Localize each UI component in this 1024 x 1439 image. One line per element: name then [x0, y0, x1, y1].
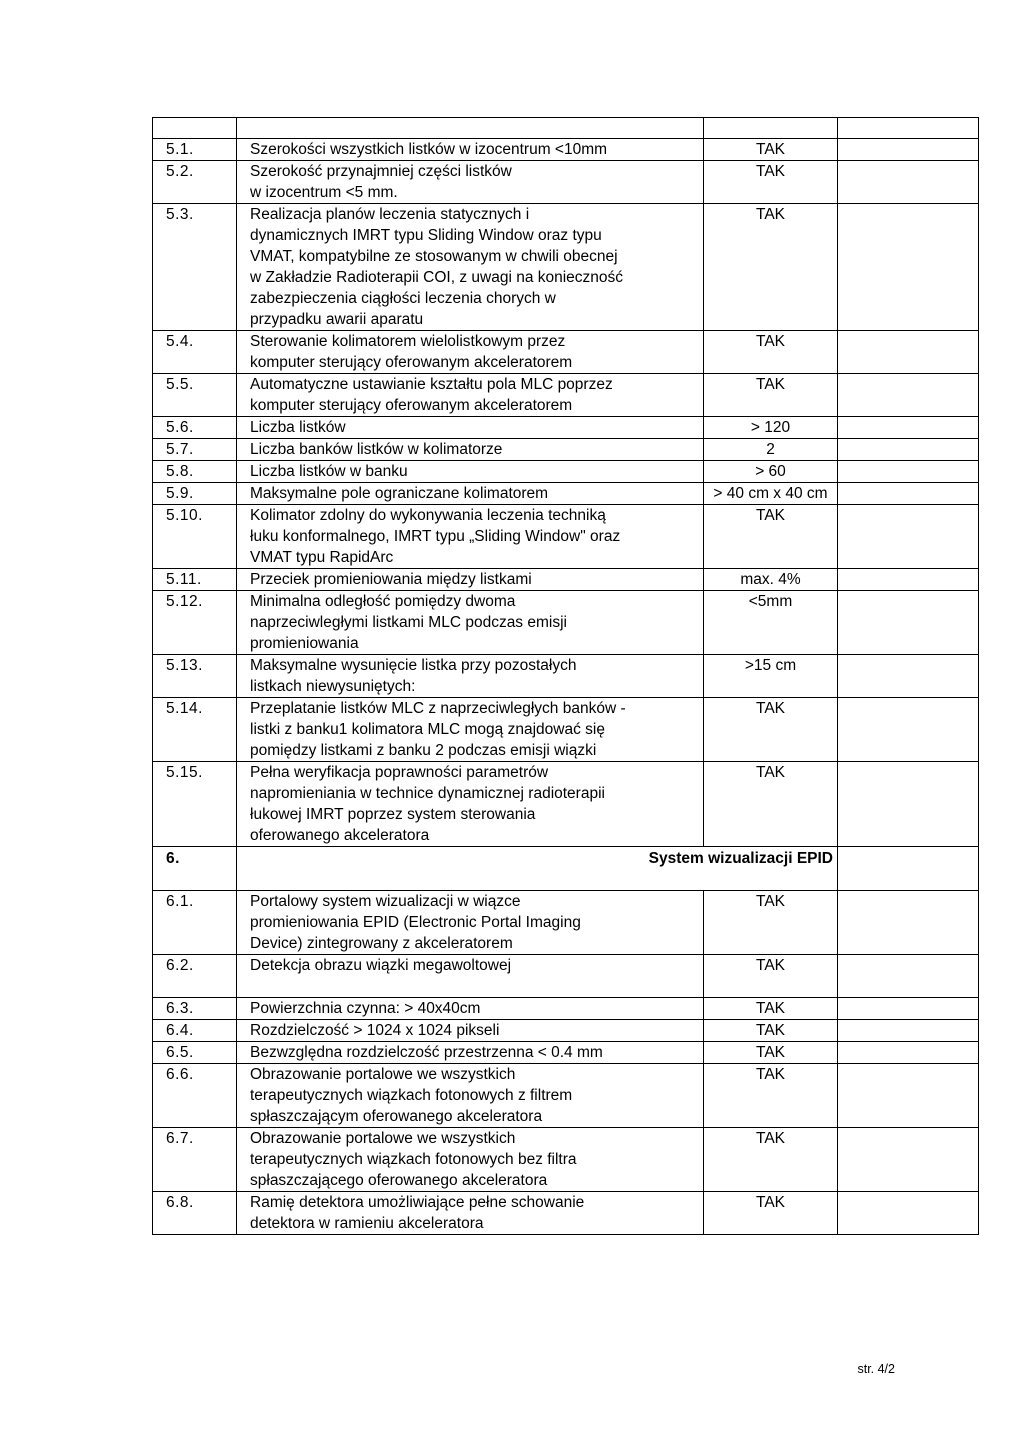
table-row [153, 1064, 979, 1128]
offer-cell [838, 1020, 979, 1042]
row-number: 5.3. [153, 204, 237, 331]
description-line: przypadku awarii aparatu [250, 311, 424, 328]
row-description [237, 569, 704, 591]
row-number: 6.5. [153, 1042, 237, 1064]
row-description [237, 1020, 704, 1042]
table-row [153, 1192, 979, 1235]
offer-cell [838, 417, 979, 439]
description-line: Liczba listków [250, 419, 346, 436]
table-row [153, 1042, 979, 1064]
offer-cell [838, 483, 979, 505]
row-value: 2 [704, 439, 838, 461]
offer-cell [838, 1192, 979, 1235]
offer-cell [838, 998, 979, 1020]
offer-cell [838, 1064, 979, 1128]
description-line: w Zakładzie Radioterapii COI, z uwagi na konieczność [250, 269, 624, 286]
description-line: Szerokość przynajmniej części listków [250, 163, 512, 180]
description-line: Maksymalne wysunięcie listka przy pozostałych [250, 657, 577, 674]
table-header-row [153, 118, 979, 139]
table-row [153, 891, 979, 955]
description-line: dynamicznych IMRT typu Sliding Window oraz typu [250, 227, 602, 244]
row-value: >15 cm [704, 655, 838, 698]
offer-cell [838, 698, 979, 762]
offer-cell [838, 891, 979, 955]
row-value: TAK [704, 1064, 838, 1128]
description-line: komputer sterujący oferowanym akceleratorem [250, 397, 573, 414]
table-row [153, 139, 979, 161]
description-line: Obrazowanie portalowe we wszystkich [250, 1066, 516, 1083]
offer-cell [838, 204, 979, 331]
description-line: Powierzchnia czynna: > 40x40cm [250, 1000, 481, 1017]
table-row [153, 1128, 979, 1192]
table-row [153, 483, 979, 505]
row-description [237, 461, 704, 483]
table-row [153, 331, 979, 374]
description-line: zabezpieczenia ciągłości leczenia chorych w [250, 290, 556, 307]
description-line: Automatyczne ustawianie kształtu pola MLC poprzez [250, 376, 613, 393]
row-value: > 40 cm x 40 cm [704, 483, 838, 505]
description-line: listki z banku1 kolimatora MLC mogą znajdować się [250, 721, 605, 738]
section-header-row [153, 847, 979, 891]
offer-cell [838, 374, 979, 417]
table-row [153, 591, 979, 655]
row-description [237, 161, 704, 204]
description-line: Device) zintegrowany z akceleratorem [250, 935, 513, 952]
row-value: <5mm [704, 591, 838, 655]
offer-cell [838, 591, 979, 655]
table-row [153, 955, 979, 998]
table-row [153, 998, 979, 1020]
table-row [153, 505, 979, 569]
row-description [237, 955, 704, 998]
row-value: TAK [704, 1042, 838, 1064]
row-description [237, 439, 704, 461]
row-number: 6.7. [153, 1128, 237, 1192]
table-row [153, 374, 979, 417]
row-number: 5.10. [153, 505, 237, 569]
description-line: Portalowy system wizualizacji w wiązce [250, 893, 521, 910]
row-description [237, 655, 704, 698]
row-value: TAK [704, 161, 838, 204]
table-row [153, 762, 979, 847]
row-description [237, 998, 704, 1020]
row-number: 6.2. [153, 955, 237, 998]
description-line: Szerokości wszystkich listków w izocentrum <10mm [250, 141, 608, 158]
row-number: 5.1. [153, 139, 237, 161]
table-row [153, 655, 979, 698]
description-line: promieniowania [250, 635, 359, 652]
offer-cell [838, 1128, 979, 1192]
description-line: Detekcja obrazu wiązki megawoltowej [250, 957, 512, 974]
header-cell [237, 118, 704, 139]
table-row [153, 698, 979, 762]
row-number: 5.7. [153, 439, 237, 461]
row-description [237, 1042, 704, 1064]
description-line: listkach niewysuniętych: [250, 678, 416, 695]
page-number: str. 4/2 [857, 1362, 895, 1376]
description-line: w izocentrum <5 mm. [250, 184, 398, 201]
description-line: komputer sterujący oferowanym akceleratorem [250, 354, 573, 371]
offer-cell [838, 955, 979, 998]
description-line: Obrazowanie portalowe we wszystkich [250, 1130, 516, 1147]
description-line: Przeplatanie listków MLC z naprzeciwległych banków - [250, 700, 626, 717]
row-description [237, 1064, 704, 1128]
offer-cell [838, 762, 979, 847]
row-description [237, 1192, 704, 1235]
offer-cell [838, 439, 979, 461]
table-row [153, 569, 979, 591]
description-line: terapeutycznych wiązkach fotonowych bez filtra [250, 1151, 577, 1168]
offer-cell [838, 655, 979, 698]
header-cell [153, 118, 237, 139]
description-line: Ramię detektora umożliwiające pełne schowanie [250, 1194, 585, 1211]
description-line: spłaszczającym oferowanego akceleratora [250, 1108, 543, 1125]
row-value: TAK [704, 1020, 838, 1042]
header-cell [838, 118, 979, 139]
row-number: 6.3. [153, 998, 237, 1020]
row-description [237, 374, 704, 417]
specification-table [152, 117, 979, 1235]
row-value: TAK [704, 955, 838, 998]
row-number: 6.6. [153, 1064, 237, 1128]
description-line: terapeutycznych wiązkach fotonowych z filtrem [250, 1087, 573, 1104]
offer-cell [838, 461, 979, 483]
description-line: Bezwzględna rozdzielczość przestrzenna < 0.4 mm [250, 1044, 603, 1061]
row-value: TAK [704, 698, 838, 762]
spec-rows [153, 118, 979, 1235]
description-line: VMAT typu RapidArc [250, 549, 394, 566]
row-value: > 60 [704, 461, 838, 483]
table-row [153, 439, 979, 461]
row-value: TAK [704, 1128, 838, 1192]
offer-cell [838, 139, 979, 161]
description-line: promieniowania EPID (Electronic Portal Imaging [250, 914, 581, 931]
description-line: oferowanego akceleratora [250, 827, 430, 844]
row-number: 5.5. [153, 374, 237, 417]
table-row [153, 204, 979, 331]
row-number: 5.13. [153, 655, 237, 698]
section-title: System wizualizacji EPID [237, 847, 838, 891]
offer-cell [838, 505, 979, 569]
row-value: TAK [704, 331, 838, 374]
row-description [237, 483, 704, 505]
description-line: łukowej IMRT poprzez system sterowania [250, 806, 536, 823]
offer-cell [838, 569, 979, 591]
description-line: Pełna weryfikacja poprawności parametrów [250, 764, 549, 781]
row-value: TAK [704, 762, 838, 847]
row-number: 5.11. [153, 569, 237, 591]
row-number: 5.4. [153, 331, 237, 374]
row-number: 5.8. [153, 461, 237, 483]
table-row [153, 161, 979, 204]
row-number: 6.1. [153, 891, 237, 955]
row-number: 5.2. [153, 161, 237, 204]
table-row [153, 417, 979, 439]
row-description [237, 891, 704, 955]
row-description [237, 1128, 704, 1192]
row-description [237, 139, 704, 161]
description-line: Liczba banków listków w kolimatorze [250, 441, 503, 458]
row-number: 6.8. [153, 1192, 237, 1235]
header-cell [704, 118, 838, 139]
row-description [237, 698, 704, 762]
row-value: TAK [704, 505, 838, 569]
row-description [237, 505, 704, 569]
row-value: TAK [704, 891, 838, 955]
row-value: TAK [704, 204, 838, 331]
row-number: 5.12. [153, 591, 237, 655]
row-number: 5.9. [153, 483, 237, 505]
row-description [237, 591, 704, 655]
row-value: max. 4% [704, 569, 838, 591]
row-value: TAK [704, 374, 838, 417]
description-line: VMAT, kompatybilne ze stosowanym w chwili obecnej [250, 248, 618, 265]
description-line: spłaszczającego oferowanego akceleratora [250, 1172, 548, 1189]
offer-cell [838, 847, 979, 891]
table-row [153, 1020, 979, 1042]
table-row [153, 461, 979, 483]
row-number: 5.14. [153, 698, 237, 762]
description-line: napromieniania w technice dynamicznej radioterapii [250, 785, 605, 802]
row-description [237, 762, 704, 847]
description-line: Maksymalne pole ograniczane kolimatorem [250, 485, 549, 502]
row-value: TAK [704, 139, 838, 161]
row-value: TAK [704, 998, 838, 1020]
row-value: TAK [704, 1192, 838, 1235]
description-line: Realizacja planów leczenia statycznych i [250, 206, 530, 223]
section-number: 6. [153, 847, 237, 891]
description-line: Kolimator zdolny do wykonywania leczenia techniką [250, 507, 606, 524]
offer-cell [838, 161, 979, 204]
description-line: Przeciek promieniowania między listkami [250, 571, 532, 588]
row-number: 5.15. [153, 762, 237, 847]
row-number: 6.4. [153, 1020, 237, 1042]
row-description [237, 331, 704, 374]
description-line: Liczba listków w banku [250, 463, 408, 480]
offer-cell [838, 331, 979, 374]
description-line: Rozdzielczość > 1024 x 1024 pikseli [250, 1022, 500, 1039]
description-line: naprzeciwległymi listkami MLC podczas emisji [250, 614, 567, 631]
description-line: detektora w ramieniu akceleratora [250, 1215, 484, 1232]
row-description [237, 204, 704, 331]
row-description [237, 417, 704, 439]
description-line: łuku konformalnego, IMRT typu „Sliding Window" oraz [250, 528, 621, 545]
offer-cell [838, 1042, 979, 1064]
row-number: 5.6. [153, 417, 237, 439]
row-value: > 120 [704, 417, 838, 439]
description-line: Minimalna odległość pomiędzy dwoma [250, 593, 516, 610]
description-line: Sterowanie kolimatorem wielolistkowym przez [250, 333, 566, 350]
description-line: pomiędzy listkami z banku 2 podczas emisji wiązki [250, 742, 597, 759]
